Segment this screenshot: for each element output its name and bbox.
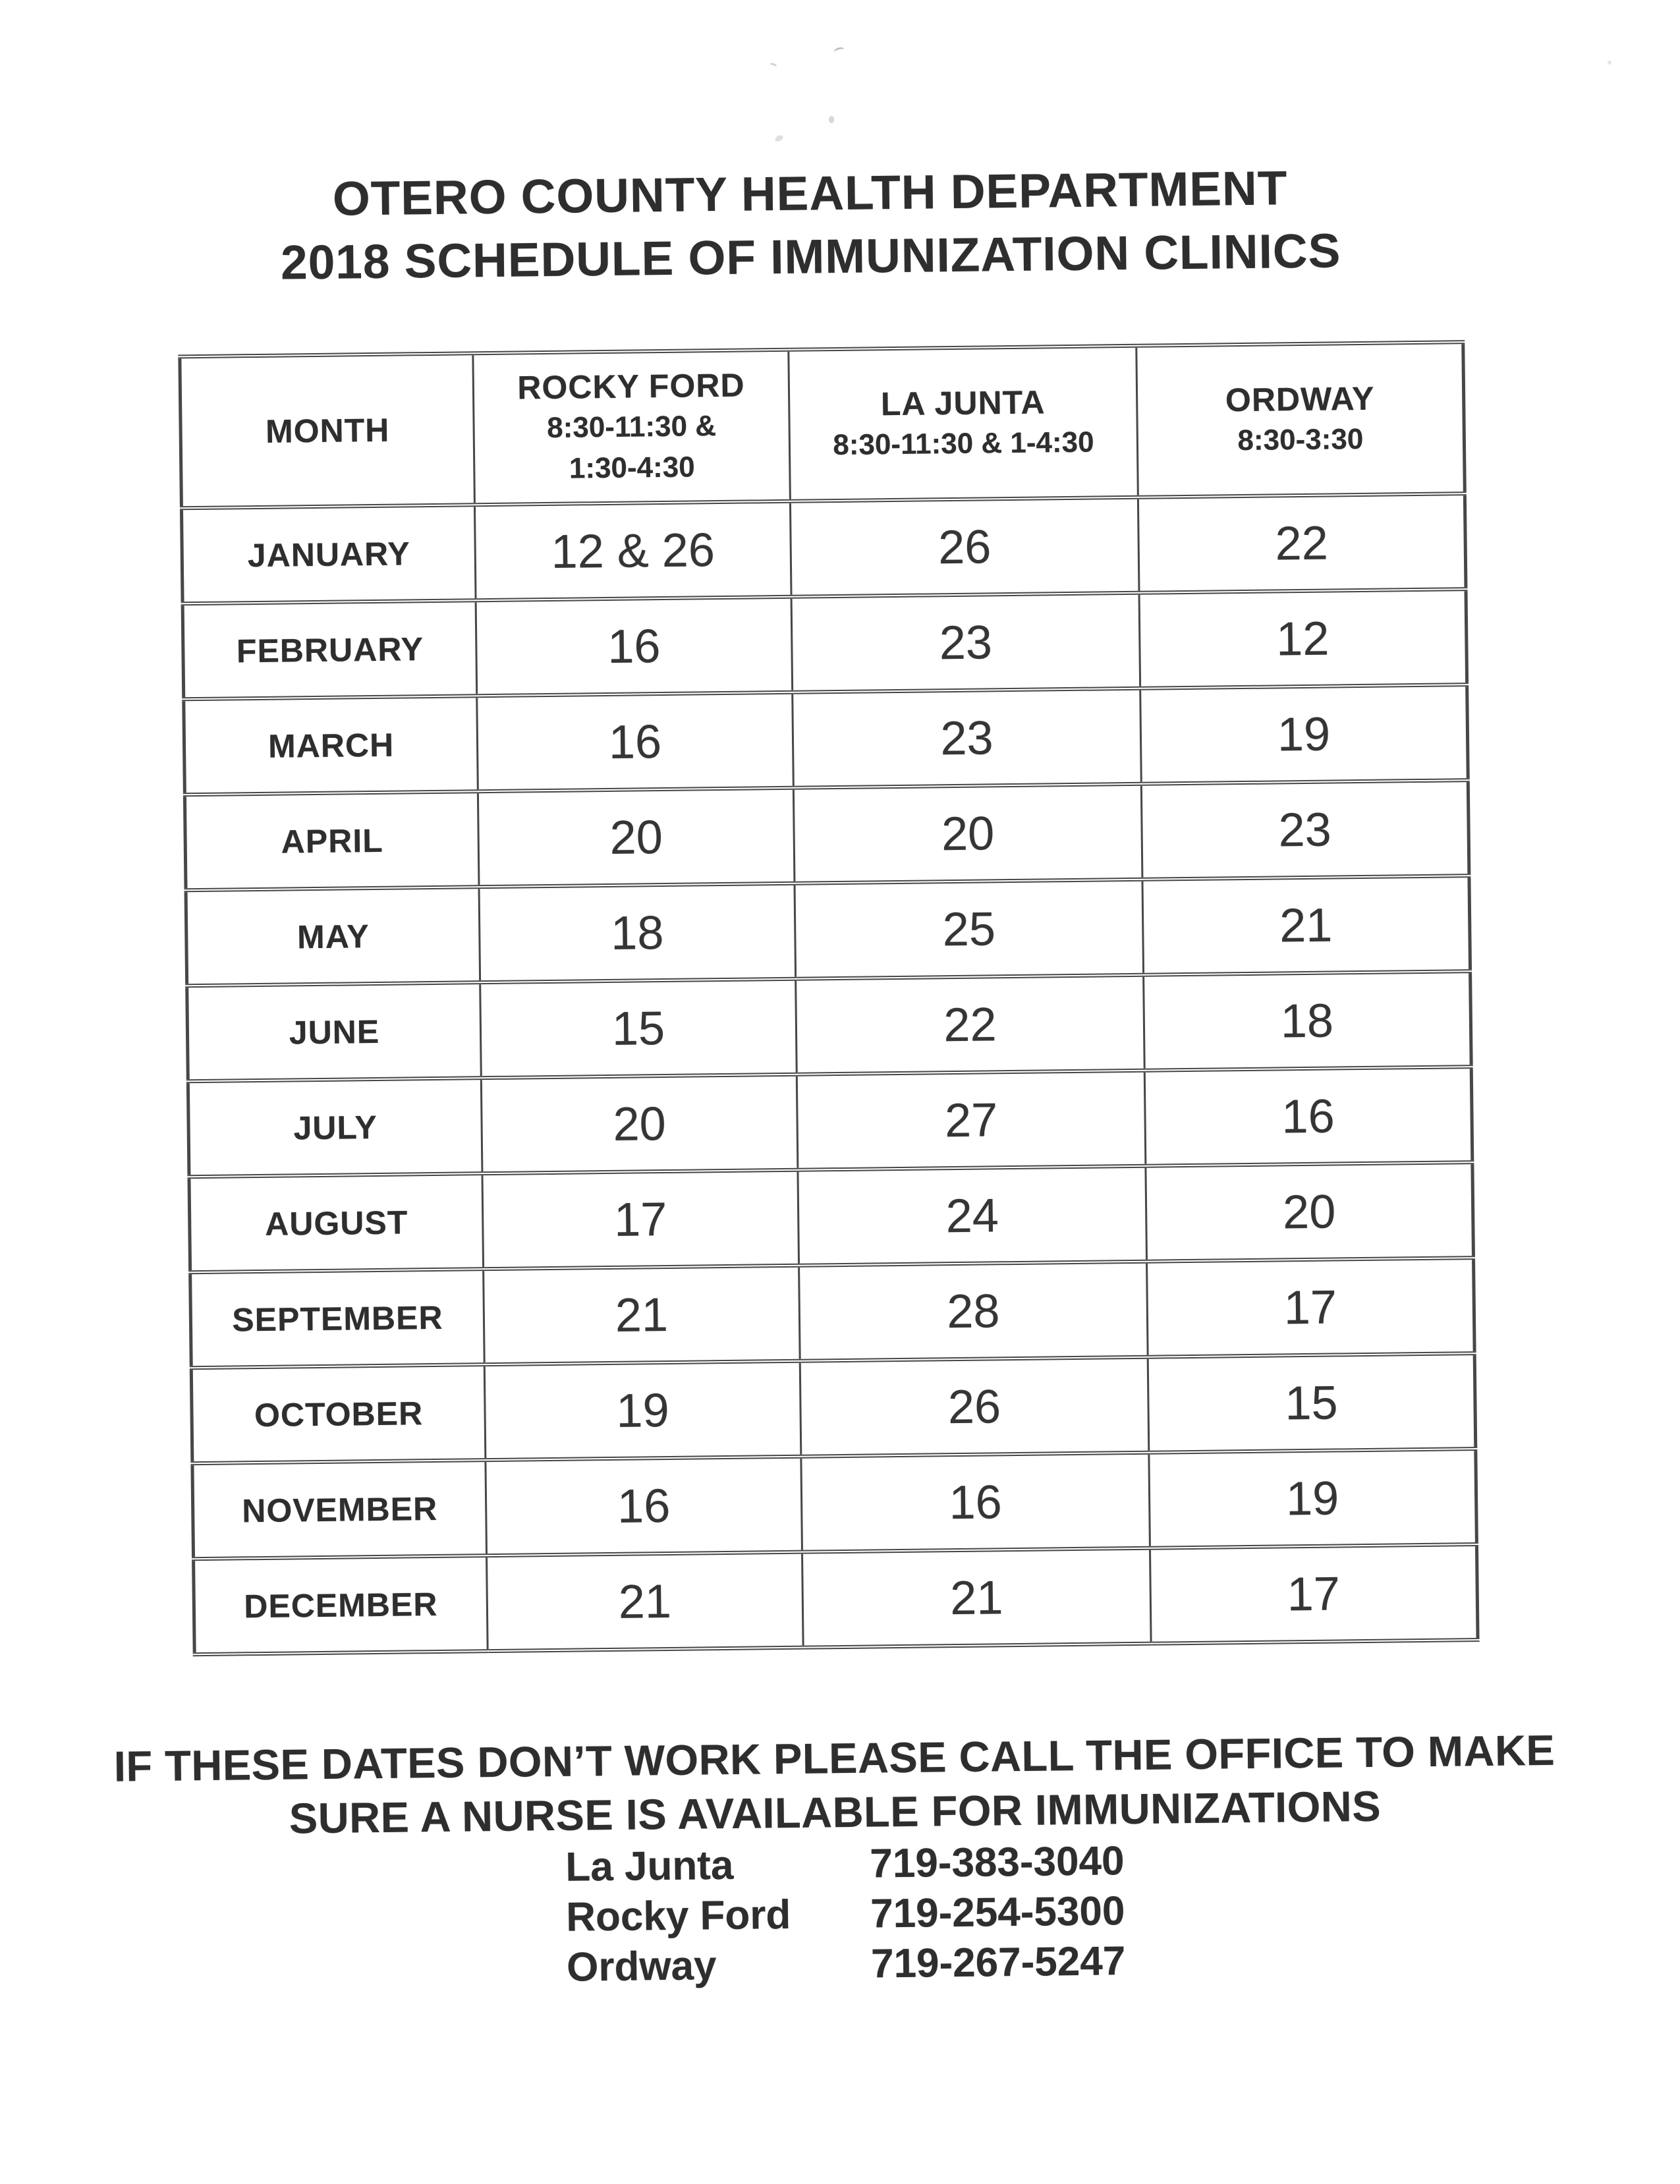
month-label: AUGUST	[189, 1173, 484, 1272]
clinic-date-ordway: 23	[1141, 780, 1469, 880]
schedule-row	[194, 1544, 1478, 1654]
clinic-date-rocky-ford: 16	[476, 597, 793, 696]
clinic-date-rocky-ford: 20	[478, 788, 795, 887]
schedule-row	[187, 971, 1472, 1081]
notice-line-2: SURE A NURSE IS AVAILABLE FOR IMMUNIZATIONS	[289, 1781, 1382, 1843]
month-label: NOVEMBER	[192, 1460, 487, 1559]
schedule-row	[186, 876, 1470, 986]
contact-row-la-junta	[565, 1836, 1125, 1893]
scan-speck	[1608, 61, 1611, 65]
clinic-date-rocky-ford: 18	[479, 883, 796, 982]
scan-speck	[829, 116, 834, 123]
schedule-row	[184, 780, 1469, 890]
clinic-date-ordway: 15	[1148, 1353, 1476, 1453]
month-label: APRIL	[184, 791, 479, 890]
month-label: MARCH	[184, 696, 478, 795]
clinic-date-ordway: 19	[1140, 685, 1469, 784]
column-hours: 8:30-11:30 &	[546, 410, 717, 444]
schedule-row	[188, 1067, 1472, 1177]
column-header-rocky-ford	[473, 350, 791, 505]
schedule-table	[178, 340, 1479, 1656]
clinic-date-la-junta: 28	[799, 1262, 1148, 1361]
clinic-date-la-junta: 26	[800, 1357, 1149, 1457]
column-header-month	[180, 353, 475, 508]
contact-row-ordway	[567, 1936, 1126, 1993]
month-label: JANUARY	[181, 505, 476, 603]
document-title	[0, 153, 1651, 298]
column-label: MONTH	[265, 411, 390, 450]
column-hours: 8:30-3:30	[1237, 422, 1364, 457]
contact-phone: 719-254-5300	[870, 1888, 1125, 1937]
contact-location: Ordway	[566, 1943, 717, 1990]
clinic-date-rocky-ford: 12 & 26	[474, 501, 791, 600]
clinic-date-la-junta: 22	[796, 975, 1145, 1075]
column-label: LA JUNTA	[880, 383, 1046, 423]
month-label: FEBRUARY	[182, 600, 477, 699]
clinic-date-ordway: 17	[1147, 1258, 1475, 1357]
schedule-row	[184, 685, 1469, 795]
contact-row-rocky-ford	[566, 1886, 1125, 1943]
schedule-row	[190, 1258, 1475, 1368]
clinic-date-ordway: 19	[1149, 1449, 1477, 1548]
title-line-1: OTERO COUNTY HEALTH DEPARTMENT	[332, 161, 1288, 226]
month-label: DECEMBER	[194, 1555, 488, 1654]
month-label: JULY	[188, 1078, 482, 1177]
clinic-date-ordway: 17	[1150, 1544, 1478, 1644]
clinic-date-la-junta: 27	[797, 1071, 1146, 1170]
column-label: ORDWAY	[1225, 379, 1375, 419]
contact-location: La Junta	[565, 1842, 734, 1890]
clinic-date-rocky-ford: 15	[480, 979, 797, 1078]
header-row	[180, 342, 1465, 508]
clinic-date-rocky-ford: 19	[484, 1361, 801, 1460]
clinic-date-rocky-ford: 17	[482, 1170, 799, 1269]
contact-phone: 719-267-5247	[870, 1938, 1126, 1987]
clinic-date-ordway: 18	[1144, 971, 1472, 1071]
column-hours: 1:30-4:30	[569, 451, 695, 485]
clinic-date-ordway: 22	[1138, 493, 1466, 593]
clinic-date-la-junta: 23	[793, 688, 1142, 788]
clinic-date-la-junta: 24	[798, 1166, 1147, 1266]
contact-list	[565, 1836, 1126, 1993]
schedule-row	[192, 1449, 1477, 1559]
schedule-row	[191, 1353, 1476, 1463]
schedule-row	[182, 589, 1467, 699]
clinic-date-ordway: 20	[1146, 1162, 1474, 1262]
clinic-date-ordway: 12	[1139, 589, 1467, 688]
clinic-date-rocky-ford: 21	[484, 1266, 800, 1364]
schedule-row	[181, 493, 1466, 603]
column-label: ROCKY FORD	[517, 366, 745, 406]
column-hours: 8:30-11:30 & 1-4:30	[833, 426, 1094, 462]
clinic-date-la-junta: 23	[791, 593, 1140, 692]
clinic-date-la-junta: 26	[790, 497, 1139, 597]
month-label: MAY	[186, 887, 480, 986]
clinic-date-rocky-ford: 21	[487, 1552, 804, 1651]
month-label: OCTOBER	[191, 1364, 486, 1463]
clinic-date-rocky-ford: 20	[481, 1075, 798, 1173]
title-line-2: 2018 SCHEDULE OF IMMUNIZATION CLINICS	[280, 224, 1341, 290]
column-header-ordway	[1136, 342, 1465, 497]
contact-phone: 719-383-3040	[869, 1838, 1125, 1887]
clinic-date-rocky-ford: 16	[486, 1457, 802, 1555]
clinic-date-ordway: 21	[1142, 876, 1470, 975]
notice	[0, 1722, 1675, 1849]
clinic-date-la-junta: 16	[801, 1453, 1150, 1552]
clinic-date-la-junta: 25	[795, 880, 1144, 979]
month-label: JUNE	[187, 982, 482, 1081]
column-header-la-junta	[789, 346, 1138, 501]
clinic-date-la-junta: 21	[802, 1548, 1152, 1648]
clinic-date-rocky-ford: 16	[477, 692, 794, 791]
month-label: SEPTEMBER	[190, 1269, 485, 1368]
schedule-row	[189, 1162, 1474, 1272]
clinic-date-ordway: 16	[1144, 1067, 1472, 1166]
clinic-date-la-junta: 20	[793, 784, 1142, 883]
contact-location: Rocky Ford	[565, 1891, 791, 1940]
schedule-body	[181, 493, 1478, 1654]
notice-line-1: IF THESE DATES DON’T WORK PLEASE CALL THE OFFICE TO MAKE	[113, 1725, 1555, 1791]
